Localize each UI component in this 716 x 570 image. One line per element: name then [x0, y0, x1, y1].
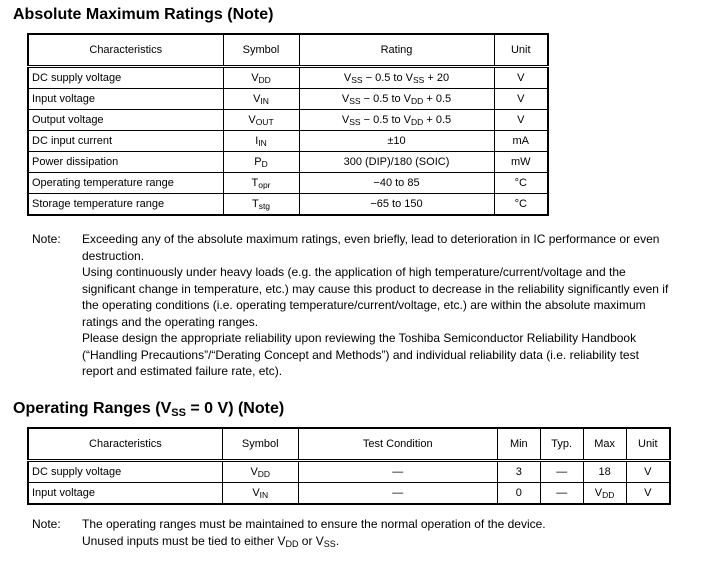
- note-label: Note:: [32, 232, 61, 246]
- characteristic-cell: DC supply voltage: [28, 67, 223, 89]
- symbol-cell: $V_{IN}$: [222, 483, 298, 505]
- header-characteristics: Characteristics: [28, 428, 222, 461]
- characteristic-cell: DC input current: [28, 131, 223, 152]
- table-row: [28, 67, 548, 89]
- unit-cell: V: [494, 67, 548, 89]
- note-line: Unused inputs must be tied to either $V_{DD}$ or $V_{SS}$.: [82, 533, 340, 549]
- table-header-row: [28, 34, 548, 67]
- note-line: The operating ranges must be maintained to ensure the normal operation of the device.: [82, 517, 546, 531]
- header-min: Min: [497, 428, 540, 461]
- symbol-cell: $V_{DD}$: [223, 67, 299, 89]
- absolute-max-ratings-title: Absolute Maximum Ratings (Note): [13, 6, 274, 23]
- unit-cell: mW: [494, 152, 548, 173]
- rating-cell: $V_{SS} - 0.5$ to $V_{SS} + 20$: [299, 67, 494, 89]
- symbol-cell: $T_{stg}$: [223, 194, 299, 216]
- symbol-cell: $P_D$: [223, 152, 299, 173]
- table-row: [28, 483, 670, 505]
- test-condition-cell: —: [298, 483, 497, 505]
- header-characteristics: Characteristics: [28, 34, 223, 67]
- header-test-condition: Test Condition: [298, 428, 497, 461]
- symbol-cell: $V_{IN}$: [223, 89, 299, 110]
- unit-cell: mA: [494, 131, 548, 152]
- rating-cell: −65 to 150: [299, 194, 494, 216]
- characteristic-cell: Input voltage: [28, 89, 223, 110]
- rating-cell: 300 (DIP)/180 (SOIC): [299, 152, 494, 173]
- unit-cell: °C: [494, 194, 548, 216]
- symbol-cell: $T_{opr}$: [223, 173, 299, 194]
- table-row: [28, 110, 548, 131]
- absolute-max-ratings-table: [27, 33, 549, 216]
- typ-cell: —: [540, 483, 583, 505]
- table-row: [28, 152, 548, 173]
- max-cell: 18: [583, 461, 626, 483]
- unit-cell: V: [494, 89, 548, 110]
- header-unit: Unit: [626, 428, 670, 461]
- characteristic-cell: Input voltage: [28, 483, 222, 505]
- header-typ: Typ.: [540, 428, 583, 461]
- table-header-row: [28, 428, 670, 461]
- symbol-cell: $V_{OUT}$: [223, 110, 299, 131]
- unit-cell: °C: [494, 173, 548, 194]
- test-condition-cell: —: [298, 461, 497, 483]
- note-body: [82, 516, 672, 552]
- header-rating: Rating: [299, 34, 494, 67]
- symbol-cell: $I_{IN}$: [223, 131, 299, 152]
- operating-ranges-title: Operating Ranges ($V_{SS} = 0$ V) (Note): [13, 400, 285, 419]
- header-symbol: Symbol: [222, 428, 298, 461]
- min-cell: 3: [497, 461, 540, 483]
- rating-cell: −40 to 85: [299, 173, 494, 194]
- rating-cell: ±10: [299, 131, 494, 152]
- note-body: [82, 231, 672, 380]
- unit-cell: V: [626, 461, 670, 483]
- operating-ranges-table: [27, 427, 671, 505]
- note-paragraph: Please design the appropriate reliability upon reviewing the Toshiba Semiconductor Reliability Handbook (“Handling Precautions”/“Derating Concept and Methods”) and individual reliability data (i.e. reliability test report and estimated failure rate, etc).: [82, 331, 639, 378]
- table-row: [28, 173, 548, 194]
- table-row: [28, 131, 548, 152]
- note-paragraph: Using continuously under heavy loads (e.g. the application of high temperature/current/voltage and the significant change in temperature, etc.) may cause this product to decrease in the reliability significantly even if the operating conditions (i.e. operating temperature/current/voltage, etc.) are within the absolute maximum ratings and the operating ranges.: [82, 265, 669, 329]
- symbol-cell: $V_{DD}$: [222, 461, 298, 483]
- note-paragraph: Exceeding any of the absolute maximum ratings, even briefly, lead to deterioration in IC performance or even destruction.: [82, 232, 660, 263]
- typ-cell: —: [540, 461, 583, 483]
- characteristic-cell: DC supply voltage: [28, 461, 222, 483]
- header-max: Max: [583, 428, 626, 461]
- min-cell: 0: [497, 483, 540, 505]
- rating-cell: $V_{SS} - 0.5$ to $V_{DD} + 0.5$: [299, 110, 494, 131]
- unit-cell: V: [626, 483, 670, 505]
- rating-cell: $V_{SS} - 0.5$ to $V_{DD} + 0.5$: [299, 89, 494, 110]
- characteristic-cell: Operating temperature range: [28, 173, 223, 194]
- header-symbol: Symbol: [223, 34, 299, 67]
- table-row: [28, 89, 548, 110]
- max-cell: $V_{DD}$: [583, 483, 626, 505]
- unit-cell: V: [494, 110, 548, 131]
- note-label: Note:: [32, 517, 61, 531]
- characteristic-cell: Output voltage: [28, 110, 223, 131]
- table-row: [28, 461, 670, 483]
- characteristic-cell: Power dissipation: [28, 152, 223, 173]
- header-unit: Unit: [494, 34, 548, 67]
- table-row: [28, 194, 548, 216]
- characteristic-cell: Storage temperature range: [28, 194, 223, 216]
